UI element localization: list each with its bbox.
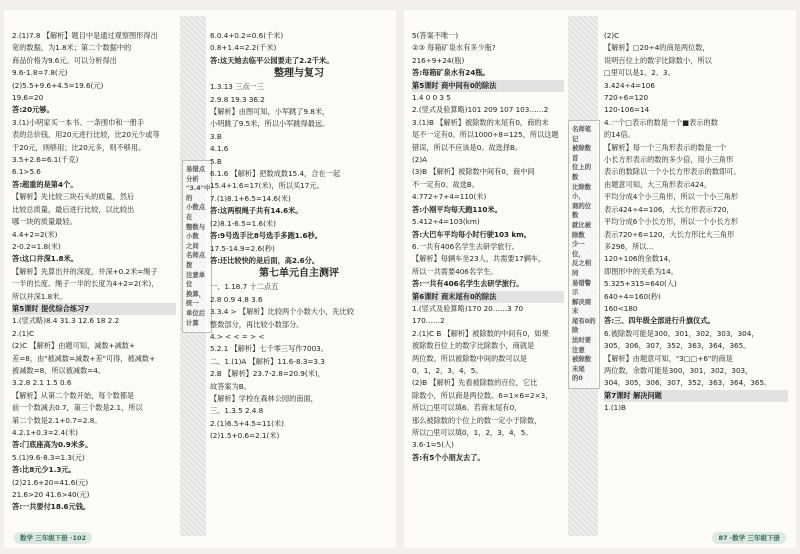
text-line: (2)A	[412, 155, 428, 165]
text-line: 错误，所以不应该是0。故选择B。	[412, 142, 523, 152]
text-line: 差=8，由"被减数=减数+差"可得，被减数+	[12, 353, 156, 363]
text-line: 170……2	[412, 316, 445, 326]
section-heading: 第5课时 商中间有0的除法	[412, 80, 564, 92]
text-line: 2.(1)6.5+4.5=11(米)	[210, 418, 284, 428]
text-line: 被减数=8，所以被减数=4。	[12, 365, 106, 375]
text-line: 所以一共需要406名学生。	[412, 266, 498, 276]
text-line: 19.6=20	[12, 93, 44, 103]
text-line: 平均分成4个小三角形，所以一个小三角形	[604, 192, 738, 202]
text-line: 3.5+2.6=6.1(千克)	[12, 155, 79, 165]
sidebar-line: 小数点在	[186, 203, 206, 221]
text-line: 哪一块的质量最轻。	[12, 217, 77, 227]
answer-line: 答:比8元少1.3元。	[12, 465, 76, 475]
text-line: 2.B 【解析】23.7-2.8=20.9(米)，	[210, 369, 325, 379]
sidebar-line: 单位后计算	[186, 308, 206, 327]
sidebar-line: 被除数首	[572, 144, 592, 162]
text-line: 5.2.1 【解析】七千零三写作7003。	[210, 344, 328, 354]
text-line: 被除数百位上的数字比除数小，商就是	[412, 341, 535, 351]
text-line: 640÷4=160(秒)	[604, 291, 661, 301]
text-line: (2)C	[604, 31, 620, 40]
text-line: 于20元，则够用；比20元多，则不够用。	[12, 142, 146, 152]
answer-line: 答:小刚平均每天跑110米。	[412, 204, 502, 214]
text-line: □里可以是1、2、3。	[604, 68, 675, 78]
text-line: 2.(1)C	[12, 328, 35, 338]
sidebar-line: 换算，统一	[186, 289, 206, 308]
sidebar-line: 少一位，	[572, 240, 585, 258]
text-line: 3.3.4 > 【解析】比较两个小数大小，先比较	[210, 307, 354, 317]
text-line: 【解析】□20÷4的商是两位数，	[604, 43, 710, 53]
text-line: (2)21.6+20=41.6(元)	[12, 477, 89, 487]
sidebar-line: 比除数小，	[572, 182, 592, 201]
text-line: 1.(竖式及验算略)170 20……3 70	[412, 303, 524, 313]
text-line: 【解析】由题意可知，"3□□+6"的商是	[604, 353, 733, 363]
answer-line: 答:20元够。	[12, 105, 54, 115]
text-line: ②③ 每箱矿泉水有多少瓶?	[412, 43, 496, 53]
answer-line: 答:有5个小朋友去了。	[412, 452, 485, 462]
text-line: 15.4+1.6=17(米)，所以买17元。	[210, 181, 324, 191]
text-line: 4.一个□表示的数是一个■表示的数	[604, 117, 718, 127]
answer-line: 答:这天她去临平公园要走了2.2千米。	[210, 55, 334, 65]
text-line: 三、1.3.5 2.4.8	[210, 406, 264, 416]
text-line: 5.B	[210, 156, 222, 166]
sidebar-line: 解决商末	[572, 297, 592, 316]
sidebar-line: 名师点拨	[186, 251, 206, 269]
text-line: 3.B	[210, 131, 222, 141]
text-line: 【解析】从第二个数开始，每个数都是	[12, 390, 135, 400]
text-line: (2)B 【解析】先看被除数的百位，它比	[412, 378, 538, 388]
text-line: 4.4+2=2(米)	[12, 229, 58, 239]
sidebar-line: 商的位数	[572, 201, 592, 220]
text-line: 整数部分，再比较小数部分。	[210, 319, 304, 329]
text-line: 2.(竖式及验算略)101 209 107 103……2	[412, 105, 549, 115]
text-line: 7.(1)8.1+6.5=14.6(米)	[210, 193, 291, 203]
text-line: 前一个数减去0.7，第三个数是2.1，所以	[12, 403, 143, 413]
text-line: 比较总质量，最后进行比较，以比较出	[12, 204, 135, 214]
text-line: 1.3.13 三点一三	[210, 82, 264, 92]
text-line: 小长方形表示的数的多少倍，用小三角形	[604, 155, 734, 165]
text-line: 所以井深1.8米。	[12, 291, 67, 301]
text-line: 所以□里可以填0，1，2，3，4，5。	[412, 428, 533, 437]
text-line: 720÷6=120	[604, 93, 649, 103]
text-line: 6.0.4+0.2=0.6(千米)	[210, 31, 284, 40]
text-line: 17.5-14.9=2.6(秒)	[210, 243, 275, 253]
text-line: 304，305，306，307，352，363，364，365。	[604, 378, 772, 388]
sidebar-line: 易错警示	[572, 278, 592, 297]
text-line: 4.1.6	[210, 144, 229, 154]
sidebar-line: 的0	[572, 374, 583, 383]
sidebar-line: 被除数末尾	[572, 355, 592, 373]
sidebar-line: 就比被除数	[572, 220, 592, 239]
sidebar-line: 反之相同	[572, 259, 592, 277]
text-line: 那么被除数的个位上的数一定小于除数，	[412, 415, 542, 425]
left-page-footer: 数学 三年级下册 ·102	[14, 532, 92, 544]
text-line: 一半的长度。绳子一半的长度为4+2=2(米)，	[12, 279, 159, 289]
answer-line: 答:每箱矿泉水有24瓶。	[412, 68, 490, 78]
text-line: 4.772÷7+4=110(米)	[412, 192, 487, 202]
text-line: 1.(1)B	[604, 403, 626, 413]
sidebar-line: 易错点分析	[186, 165, 206, 183]
text-line: 6.1>5.6	[12, 167, 41, 177]
answer-line: 答:一共有406名学生去研学旅行。	[412, 279, 524, 289]
answer-line: 答:还比较快的是后面，高2.6分。	[210, 255, 320, 265]
sidebar-line: 整数与小数	[186, 222, 206, 241]
text-line: 5(答案不唯一)	[412, 31, 459, 40]
answer-line: 答:一共要付18.6元钱。	[12, 502, 91, 512]
answer-line: 答:这两根绳子共有14.6米。	[210, 206, 303, 216]
section-heading: 第6课时 商末尾有0的除法	[412, 291, 564, 303]
right-sidebar-note	[568, 120, 600, 389]
text-line: 所以□里可以填6。若商末尾有0，	[412, 403, 522, 413]
unit-title: 第七单元自主测评	[259, 268, 339, 280]
text-line: 不一定有0。故选B。	[412, 179, 480, 189]
text-line: 3.6-1=5(人)	[412, 440, 454, 450]
section-heading: 第5课时 提优综合练习7	[12, 303, 176, 315]
sidebar-line: 注意单位	[186, 270, 206, 289]
text-line: 表示的数除以一个小长方形表示的数即可。	[604, 167, 741, 177]
right-page	[404, 10, 796, 548]
text-line: 5.325+315=640(人)	[604, 279, 677, 289]
text-line: 表示720÷6=120，大长方形比大三角形	[604, 229, 735, 239]
unit-title: 整理与复习	[274, 68, 324, 80]
text-line: 二、1.(1)A 【解析】11.6-8.3=3.3	[210, 356, 325, 366]
text-line: (2)5.5+9.6+4.5=19.6(元)	[12, 80, 104, 90]
right-column-2	[604, 30, 788, 530]
section-heading: 第7课时 解决问题	[604, 390, 788, 402]
answer-line: 答:超重的是第4个。	[12, 179, 78, 189]
left-sidebar-note	[182, 160, 212, 333]
left-column-1	[12, 30, 176, 530]
text-line: 一、1.18.7 十二点五	[210, 282, 279, 292]
right-page-footer: 87 ·数学 三年级下册	[712, 532, 786, 544]
text-line: 尾不一定有0。所以1000÷8=125，所以这题	[412, 130, 559, 140]
sidebar-line: "3.4"中的	[186, 184, 211, 202]
text-line: 的14倍。	[604, 130, 635, 140]
text-line: 2.8 0.9 4.8 3.6	[210, 294, 263, 304]
text-line: 3.2.8 2.1 1.5 0.6	[12, 378, 72, 388]
text-line: 【解析】每一个三角形表示的数是一个	[604, 142, 727, 152]
answer-line: 答:9号选手比8号选手多跑1.6秒。	[210, 231, 322, 241]
text-line: 4.2.1+0.3=2.4(米)	[12, 428, 78, 437]
text-line: 6.一共有406名学生去研学旅行。	[412, 241, 519, 251]
text-line: 2.(1)C B 【解析】被除数的中间有0，如果	[412, 328, 549, 338]
text-line: 0.8+1.4=2.2(千米)	[210, 43, 277, 53]
text-line: 305，306，307，352，363，364，365。	[604, 341, 751, 351]
text-line: 第二个数是2.1+0.7=2.8。	[12, 415, 102, 425]
text-line: 【解析】每辆车坐23人，共需要17辆车，	[412, 254, 546, 264]
answer-line: 答:门底座高为0.9米多。	[12, 440, 93, 450]
text-line: 多296，所以...	[604, 241, 654, 251]
text-line: 1.(竖式略)8.4 31.3 12.6 18 2.2	[12, 316, 120, 326]
text-line: 【解析】学校在森林公园的南面，	[210, 393, 318, 403]
text-line: 4.> < < = > <	[210, 331, 265, 341]
text-line: 6.1.6 【解析】把数成数15.4，合在一起	[210, 169, 341, 179]
sidebar-line: 法时要注意	[572, 336, 592, 354]
text-line: 2.(1)7.8 【解析】题目中是通过观察图形得出	[12, 31, 158, 40]
text-line: 3.424÷4=106	[604, 80, 655, 90]
answer-line: 答:这口井深1.8米。	[12, 254, 78, 264]
text-line: 表示424÷4=106，大长方形表示720，	[604, 204, 734, 214]
text-line: 6.被除数可能是300，301，302，303，304，	[604, 328, 759, 338]
text-line: 1.4 0 0 3 5	[412, 93, 451, 103]
text-line: 120÷106的余数14，	[604, 254, 676, 264]
sidebar-line: 之间	[186, 241, 199, 250]
text-line: 160<180	[604, 303, 638, 313]
answer-line: 答:大巴车平均每小时行驶103 km。	[412, 229, 531, 239]
text-line: 宽的数据，为1.8米；第二个数据中的	[12, 43, 132, 53]
text-line: 商品价格为9.6元。可以分析得出	[12, 55, 117, 65]
text-line: 【解析】由图可知，小军跳了9.8米，	[210, 107, 330, 117]
text-line: (2)1.5+0.6=2.1(米)	[210, 431, 280, 441]
text-line: 两位数，余数可能是300，301，302，303，	[604, 365, 753, 375]
right-column-1	[412, 30, 564, 530]
text-line: 两位数。所以被除数中间的数可以是	[412, 353, 528, 363]
text-line: 故答案为B。	[210, 381, 251, 391]
text-line: 表的总价钱，用20元进行比较，比20元少或等	[12, 130, 160, 140]
text-line: 【解析】先比较三块石头的质量，然后	[12, 192, 135, 202]
sidebar-line: 尾有0的除	[572, 316, 596, 335]
text-line: 说明百位上的数字比除数小，所以	[604, 55, 712, 65]
text-line: (2)8.1-6.5=1.6(米)	[210, 218, 276, 228]
text-line: 2-0.2=1.8(米)	[12, 241, 61, 251]
text-line: 216÷9+24(瓶)	[412, 55, 465, 65]
text-line: 3.(1)小明家买一本书、一条围巾和一册手	[12, 117, 145, 127]
text-line: 3.(1)B 【解析】被除数的末尾有0，商的末	[412, 117, 549, 127]
text-line: 【解析】先算出井的深度，井深+0.2米=绳子	[12, 266, 158, 276]
text-line: 2.9.8 19.3 36.2	[210, 94, 265, 104]
text-line: 平均分成6个小长方形，所以一个小长方形	[604, 217, 738, 227]
text-line: 9.6-1.8=7.8(元)	[12, 68, 68, 78]
text-line: (3)B 【解析】被除数中间有0，商中间	[412, 167, 535, 177]
text-line: 小明跳了9.5米，所以小军跳得最远。	[210, 119, 330, 129]
text-line: 120-106=14	[604, 105, 650, 115]
text-line: (2)C 【解析】由题可知，减数+减数+	[12, 341, 135, 351]
text-line: 5.(1)9.6-8.3=1.3(元)	[12, 452, 85, 462]
text-line: 5.412÷4=103(km)	[412, 217, 480, 227]
left-column-2	[210, 30, 388, 530]
text-line: 21.6>20 41.6>40(元)	[12, 490, 90, 500]
sidebar-line: 位上的数	[572, 163, 592, 181]
text-line: 即图形中的关系为14。	[604, 266, 678, 276]
text-line: 0，1，2，3，4，5。	[412, 365, 483, 375]
left-page	[4, 10, 396, 548]
sidebar-line: 名师笔记	[572, 125, 592, 143]
text-line: 除数小，所以商是两位数。6=1×6=2×3，	[412, 390, 553, 400]
text-line: 由题意可知，大三角形表示424，	[604, 179, 712, 189]
answer-line: 答:三、四年级全部进行升旗仪式。	[604, 316, 715, 326]
